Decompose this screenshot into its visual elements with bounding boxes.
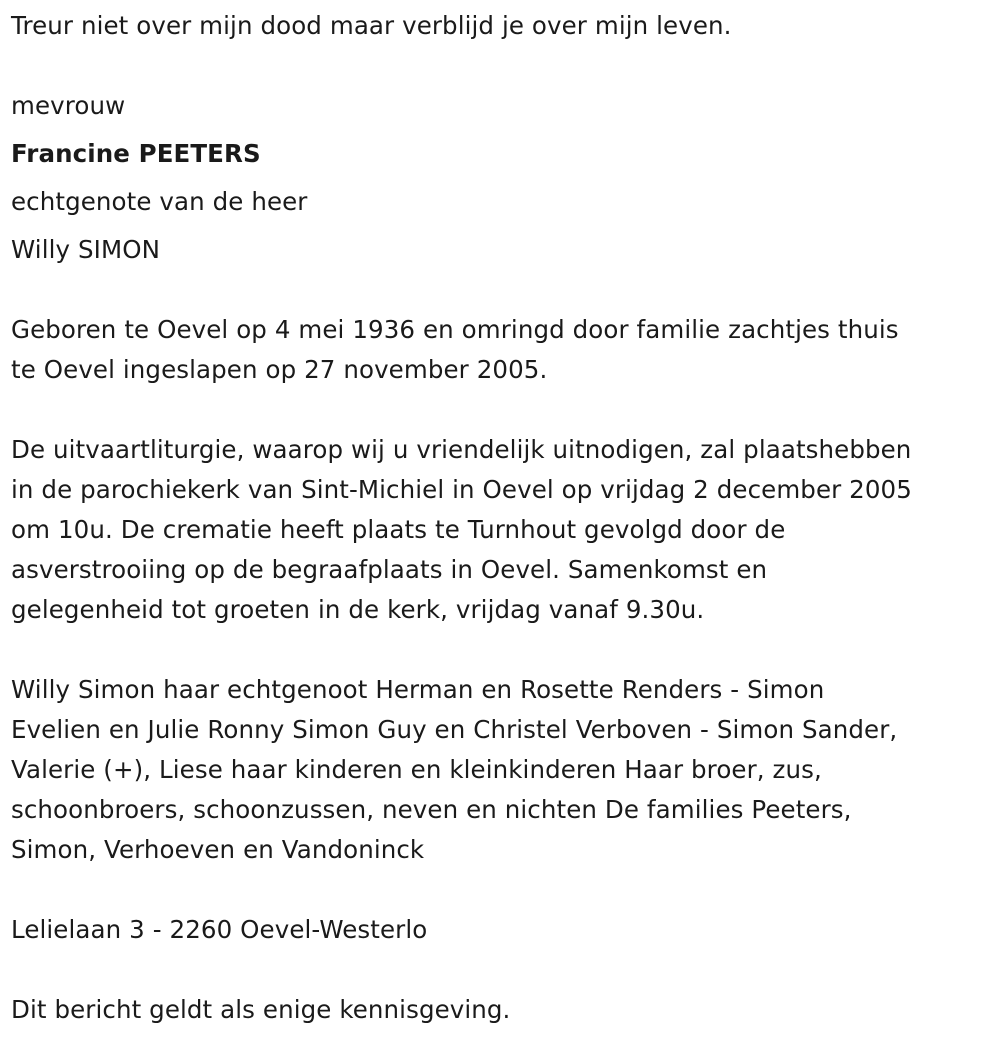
death-notice — [11, 6, 986, 1030]
address-line: Lelielaan 3 - 2260 Oevel-Westerlo — [11, 915, 428, 944]
family-line: Willy Simon haar echtgenoot Herman en Rosette Renders - Simon — [11, 675, 825, 704]
spouse-name: Willy SIMON — [11, 235, 161, 264]
family-line: Valerie (+), Liese haar kinderen en kleinkinderen Haar broer, zus, — [11, 755, 822, 784]
spacer — [11, 46, 986, 86]
family-line: Evelien en Julie Ronny Simon Guy en Christel Verboven - Simon Sander, — [11, 715, 898, 744]
spacer — [11, 630, 986, 670]
funeral-line: om 10u. De crematie heeft plaats te Turnhout gevolgd door de — [11, 515, 786, 544]
deceased-name: Francine PEETERS — [11, 139, 261, 168]
honorific: mevrouw — [11, 91, 126, 120]
spacer — [11, 390, 986, 430]
quote-line: Treur niet over mijn dood maar verblijd je over mijn leven. — [11, 11, 732, 40]
relation-text: echtgenote van de heer — [11, 187, 308, 216]
spacer — [11, 870, 986, 910]
birth-line: Geboren te Oevel op 4 mei 1936 en omringd door familie zachtjes thuis — [11, 315, 899, 344]
spacer — [11, 950, 986, 990]
closing-line: Dit bericht geldt als enige kennisgeving. — [11, 995, 511, 1024]
family-line: schoonbroers, schoonzussen, neven en nichten De families Peeters, — [11, 795, 852, 824]
funeral-line: De uitvaartliturgie, waarop wij u vriendelijk uitnodigen, zal plaatshebben — [11, 435, 912, 464]
spacer — [11, 274, 986, 310]
funeral-line: asverstrooiing op de begraafplaats in Oevel. Samenkomst en — [11, 555, 768, 584]
family-line: Simon, Verhoeven en Vandoninck — [11, 835, 425, 864]
funeral-line: in de parochiekerk van Sint-Michiel in Oevel op vrijdag 2 december 2005 — [11, 475, 912, 504]
birth-line: te Oevel ingeslapen op 27 november 2005. — [11, 355, 548, 384]
funeral-line: gelegenheid tot groeten in de kerk, vrijdag vanaf 9.30u. — [11, 595, 705, 624]
